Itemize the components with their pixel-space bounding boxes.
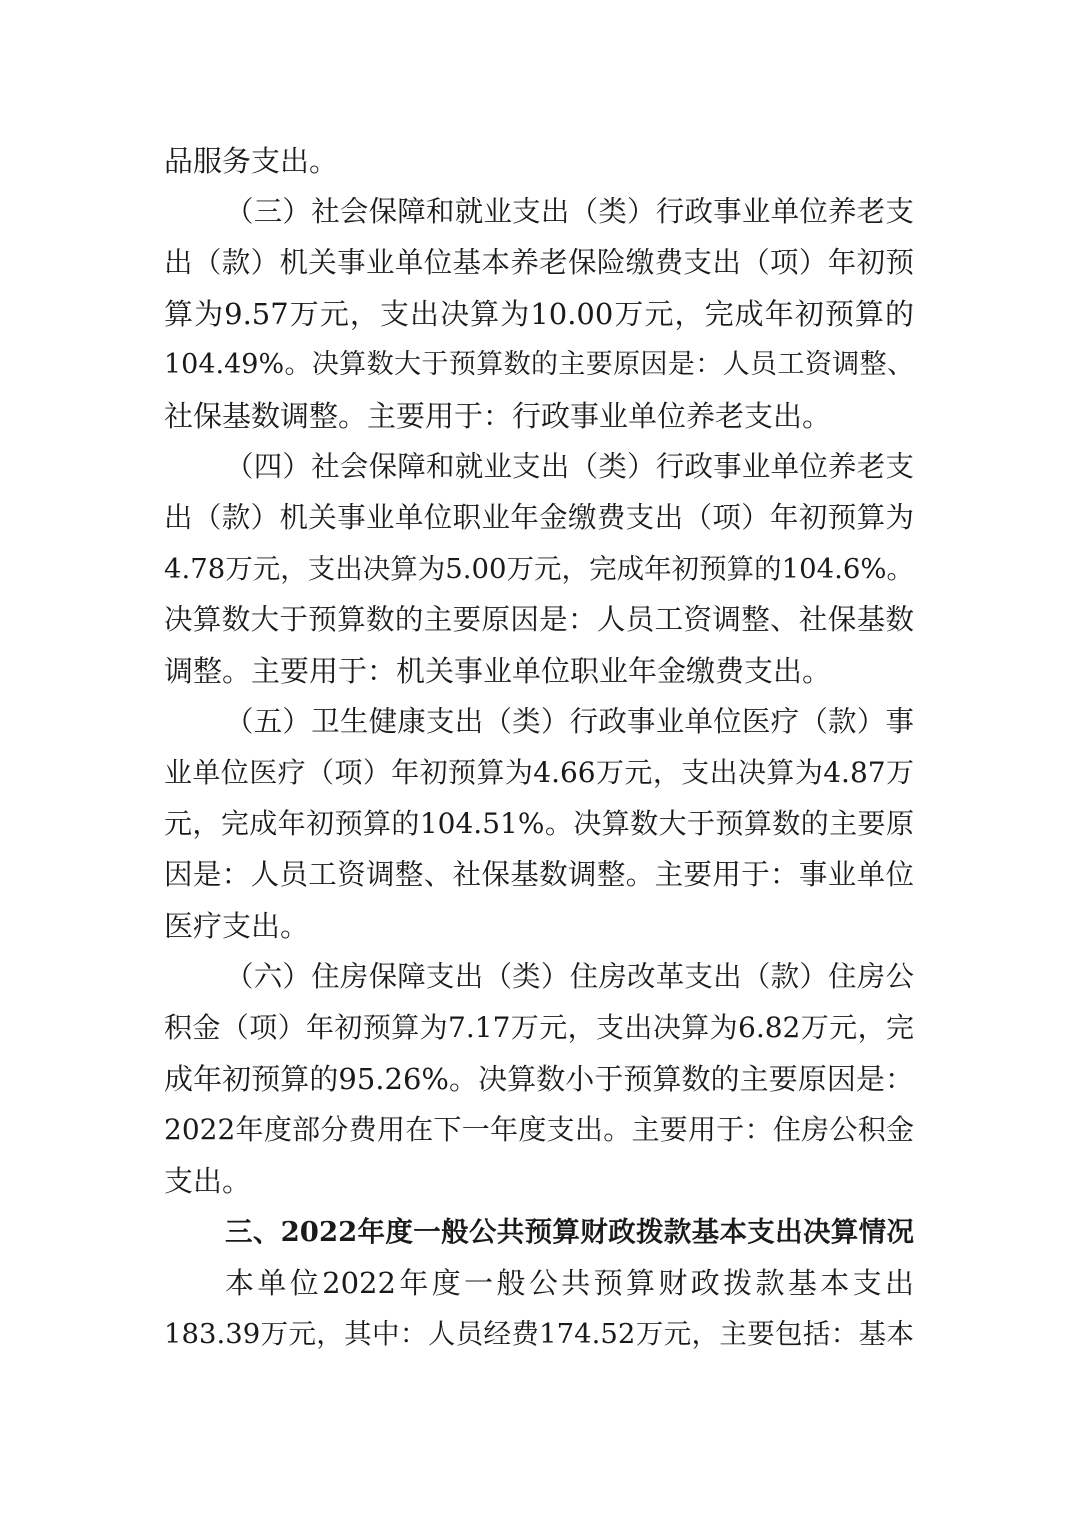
paragraph-line: 2022年度部分费用在下一年度支出。主要用于：住房公积金	[164, 1113, 914, 1146]
paragraph-line: 支出。	[164, 1164, 252, 1198]
paragraph-line: 出（款）机关事业单位职业年金缴费支出（项）年初预算为	[164, 501, 914, 534]
paragraph-line: 业单位医疗（项）年初预算为4.66万元，支出决算为4.87万	[164, 756, 914, 789]
paragraph-line: 算为9.57万元，支出决算为10.00万元，完成年初预算的	[164, 297, 914, 331]
paragraph-line: 本单位2022年度一般公共预算财政拨款基本支出	[225, 1266, 914, 1300]
paragraph-line: 因是：人员工资调整、社保基数调整。主要用于：事业单位	[164, 858, 914, 891]
paragraph-line: 调整。主要用于：机关事业单位职业年金缴费支出。	[164, 654, 832, 688]
paragraph-line: 104.49%。决算数大于预算数的主要原因是：人员工资调整、	[164, 349, 914, 380]
paragraph-line: 积金（项）年初预算为7.17万元，支出决算为6.82万元，完	[164, 1011, 914, 1044]
paragraph-line: （六）住房保障支出（类）住房改革支出（款）住房公	[225, 960, 914, 993]
paragraph-line: 医疗支出。	[164, 909, 310, 943]
paragraph-line: 4.78万元，支出决算为5.00万元，完成年初预算的104.6%。	[164, 553, 914, 585]
paragraph-line: 183.39万元，其中：人员经费174.52万元，主要包括：基本	[164, 1318, 914, 1350]
paragraph-line: 品服务支出。	[164, 144, 339, 178]
paragraph-line: 成年初预算的95.26%。决算数小于预算数的主要原因是：	[164, 1062, 914, 1096]
section-heading: 三、2022年度一般公共预算财政拨款基本支出决算情况	[225, 1216, 914, 1248]
paragraph-line: （三）社会保障和就业支出（类）行政事业单位养老支	[225, 195, 914, 228]
paragraph-line: （五）卫生健康支出（类）行政事业单位医疗（款）事	[225, 705, 914, 738]
paragraph-line: 决算数大于预算数的主要原因是：人员工资调整、社保基数	[164, 603, 914, 636]
paragraph-line: 出（款）机关事业单位基本养老保险缴费支出（项）年初预	[164, 246, 914, 279]
paragraph-line: 元，完成年初预算的104.51%。决算数大于预算数的主要原	[164, 807, 914, 840]
paragraph-line: 社保基数调整。主要用于：行政事业单位养老支出。	[164, 399, 832, 433]
paragraph-line: （四）社会保障和就业支出（类）行政事业单位养老支	[225, 450, 914, 483]
